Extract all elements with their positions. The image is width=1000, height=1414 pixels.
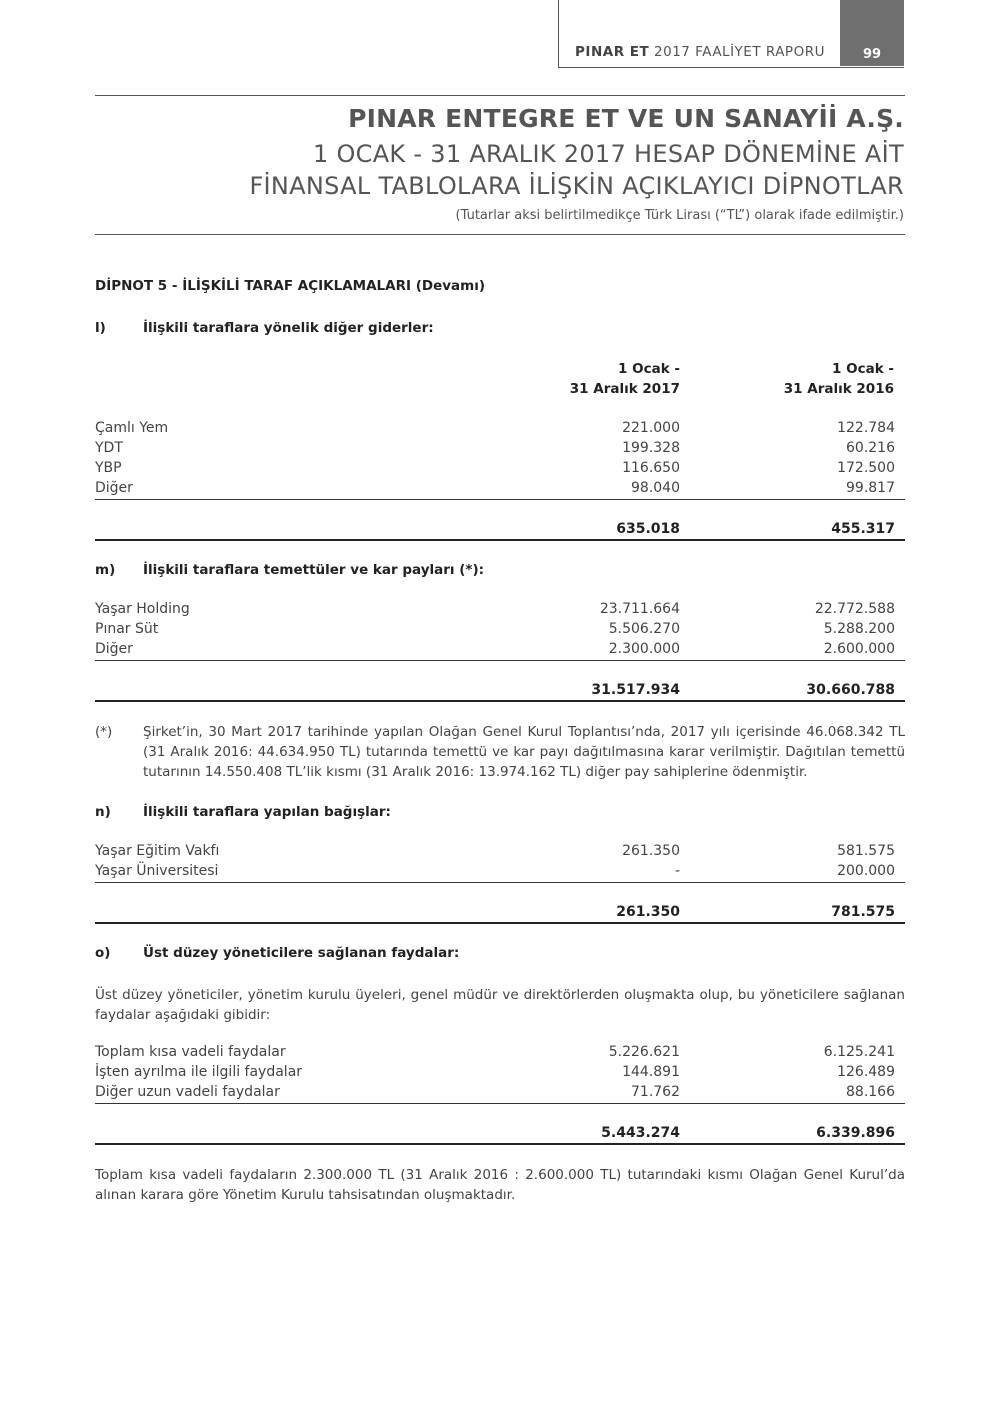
row-label: Yaşar Holding bbox=[95, 601, 190, 617]
total-2016: 30.660.788 bbox=[806, 682, 895, 698]
row-label: Çamlı Yem bbox=[95, 420, 169, 436]
page-number: 99 bbox=[840, 0, 904, 66]
row-label: YBP bbox=[95, 460, 122, 476]
section-o-title: Üst düzey yöneticilere sağlanan faydalar: bbox=[143, 945, 460, 961]
table-row bbox=[95, 1044, 905, 1064]
value-2017: 2.300.000 bbox=[608, 641, 680, 657]
divider bbox=[95, 1103, 905, 1104]
value-2017: 71.762 bbox=[631, 1084, 680, 1100]
value-2016: 126.489 bbox=[837, 1064, 895, 1080]
total-row bbox=[95, 521, 905, 541]
divider bbox=[95, 660, 905, 661]
value-2017: 23.711.664 bbox=[599, 601, 680, 617]
footnote-text: Şirket’in, 30 Mart 2017 tarihinde yapılan Olağan Genel Kurul Toplantısı’nda, 2017 yılı içerisinde 46.068.342 TL (31 Aralık 2016: 44.634.950 TL) tutarında temettü ve kar payı dağıtılmasına karar verilmiştir. Dağıtılan temettü tutarının 14.550.408 TL’lik kısmı (31 Aralık 2016: 13.974.162 TL) diğer pay sahiplerine ödenmiştir. bbox=[143, 724, 905, 780]
row-label: Pınar Süt bbox=[95, 621, 159, 637]
total-2016: 781.575 bbox=[831, 904, 895, 920]
title-top-rule bbox=[95, 95, 905, 96]
total-underline bbox=[95, 922, 905, 924]
value-2017: - bbox=[674, 863, 680, 879]
total-underline bbox=[95, 700, 905, 702]
value-2017: 5.226.621 bbox=[608, 1044, 680, 1060]
total-2017: 31.517.934 bbox=[591, 682, 680, 698]
row-label: Diğer bbox=[95, 641, 133, 657]
section-m-heading bbox=[95, 562, 484, 578]
section-l-title: İlişkili taraflara yönelik diğer giderler: bbox=[143, 320, 434, 336]
row-label: Diğer uzun vadeli faydalar bbox=[95, 1084, 280, 1100]
row-label: YDT bbox=[95, 440, 123, 456]
row-label: İşten ayrılma ile ilgili faydalar bbox=[95, 1064, 303, 1080]
row-label: Toplam kısa vadeli faydalar bbox=[95, 1044, 286, 1060]
company-name: PINAR ENTEGRE ET VE UN SANAYİİ A.Ş. bbox=[348, 104, 904, 133]
table-row bbox=[95, 843, 905, 863]
total-row bbox=[95, 682, 905, 702]
value-2016: 5.288.200 bbox=[823, 621, 895, 637]
divider bbox=[95, 882, 905, 883]
section-n-heading bbox=[95, 804, 391, 820]
value-2016: 122.784 bbox=[837, 420, 895, 436]
table-row bbox=[95, 460, 905, 480]
table-row bbox=[95, 621, 905, 641]
section-o-letter: o) bbox=[95, 945, 111, 961]
page-header bbox=[558, 0, 904, 68]
table-row bbox=[95, 1084, 905, 1104]
table-row bbox=[95, 480, 905, 500]
divider bbox=[95, 499, 905, 500]
total-underline bbox=[95, 1143, 905, 1145]
section-l-letter: l) bbox=[95, 320, 106, 336]
section-n-letter: n) bbox=[95, 804, 111, 820]
value-2017: 199.328 bbox=[622, 440, 680, 456]
value-2017: 116.650 bbox=[622, 460, 680, 476]
column-2017-line2: 31 Aralık 2017 bbox=[569, 381, 680, 397]
title-bottom-rule bbox=[95, 234, 905, 235]
total-2016: 455.317 bbox=[831, 521, 895, 537]
row-label: Diğer bbox=[95, 480, 133, 496]
value-2016: 581.575 bbox=[837, 843, 895, 859]
section-m-letter: m) bbox=[95, 562, 116, 578]
value-2016: 88.166 bbox=[846, 1084, 895, 1100]
row-label: Yaşar Üniversitesi bbox=[95, 863, 219, 879]
section-o-intro: Üst düzey yöneticiler, yönetim kurulu üyeleri, genel müdür ve direktörlerden oluşmakta olup, bu yöneticilere sağlanan faydalar aşağıdaki gibidir: bbox=[95, 987, 905, 1023]
column-2017-header bbox=[570, 359, 680, 399]
value-2016: 60.216 bbox=[846, 440, 895, 456]
section-n-title: İlişkili taraflara yapılan bağışlar: bbox=[143, 804, 391, 820]
table-row bbox=[95, 1064, 905, 1084]
value-2017: 144.891 bbox=[622, 1064, 680, 1080]
total-underline bbox=[95, 539, 905, 541]
table-row bbox=[95, 440, 905, 460]
section-title: DİPNOT 5 - İLİŞKİLİ TARAF AÇIKLAMALARI (Devamı) bbox=[95, 278, 486, 294]
value-2016: 99.817 bbox=[846, 480, 895, 496]
section-o-closing: Toplam kısa vadeli faydaların 2.300.000 TL (31 Aralık 2016 : 2.600.000 TL) tutarındaki kısmı Olağan Genel Kurul’da alınan karara göre Yönetim Kurulu tahsisatından oluşmaktadır. bbox=[95, 1167, 905, 1203]
total-row bbox=[95, 1125, 905, 1145]
report-label bbox=[559, 44, 841, 60]
company-short: PINAR ET bbox=[575, 44, 650, 60]
value-2016: 22.772.588 bbox=[814, 601, 895, 617]
column-2016-line2: 31 Aralık 2016 bbox=[783, 381, 894, 397]
value-2017: 98.040 bbox=[631, 480, 680, 496]
value-2017: 221.000 bbox=[622, 420, 680, 436]
total-2017: 261.350 bbox=[616, 904, 680, 920]
total-2017: 5.443.274 bbox=[601, 1125, 680, 1141]
total-2017: 635.018 bbox=[616, 521, 680, 537]
value-2016: 172.500 bbox=[837, 460, 895, 476]
value-2016: 6.125.241 bbox=[823, 1044, 895, 1060]
currency-note: (Tutarlar aksi belirtilmedikçe Türk Lirası (“TL”) olarak ifade edilmiştir.) bbox=[455, 208, 904, 223]
subject-title: FİNANSAL TABLOLARA İLİŞKİN AÇIKLAYICI DİPNOTLAR bbox=[249, 172, 904, 200]
total-row bbox=[95, 904, 905, 924]
footnote-mark: (*) bbox=[95, 724, 113, 740]
report-name: 2017 FAALİYET RAPORU bbox=[654, 44, 825, 60]
table-row bbox=[95, 420, 905, 440]
table-row bbox=[95, 863, 905, 883]
table-row bbox=[95, 601, 905, 621]
value-2016: 2.600.000 bbox=[823, 641, 895, 657]
value-2016: 200.000 bbox=[837, 863, 895, 879]
table-row bbox=[95, 641, 905, 661]
section-l-heading bbox=[95, 320, 434, 336]
total-2016: 6.339.896 bbox=[816, 1125, 895, 1141]
column-2017-line1: 1 Ocak - bbox=[618, 361, 680, 377]
row-label: Yaşar Eğitim Vakfı bbox=[95, 843, 220, 859]
column-2016-line1: 1 Ocak - bbox=[832, 361, 894, 377]
section-m-title: İlişkili taraflara temettüler ve kar payları (*): bbox=[143, 562, 485, 578]
value-2017: 261.350 bbox=[622, 843, 680, 859]
footnote bbox=[95, 722, 905, 782]
section-o-heading bbox=[95, 945, 459, 961]
period-title: 1 OCAK - 31 ARALIK 2017 HESAP DÖNEMİNE AİT bbox=[312, 140, 904, 168]
value-2017: 5.506.270 bbox=[608, 621, 680, 637]
column-2016-header bbox=[784, 359, 894, 399]
